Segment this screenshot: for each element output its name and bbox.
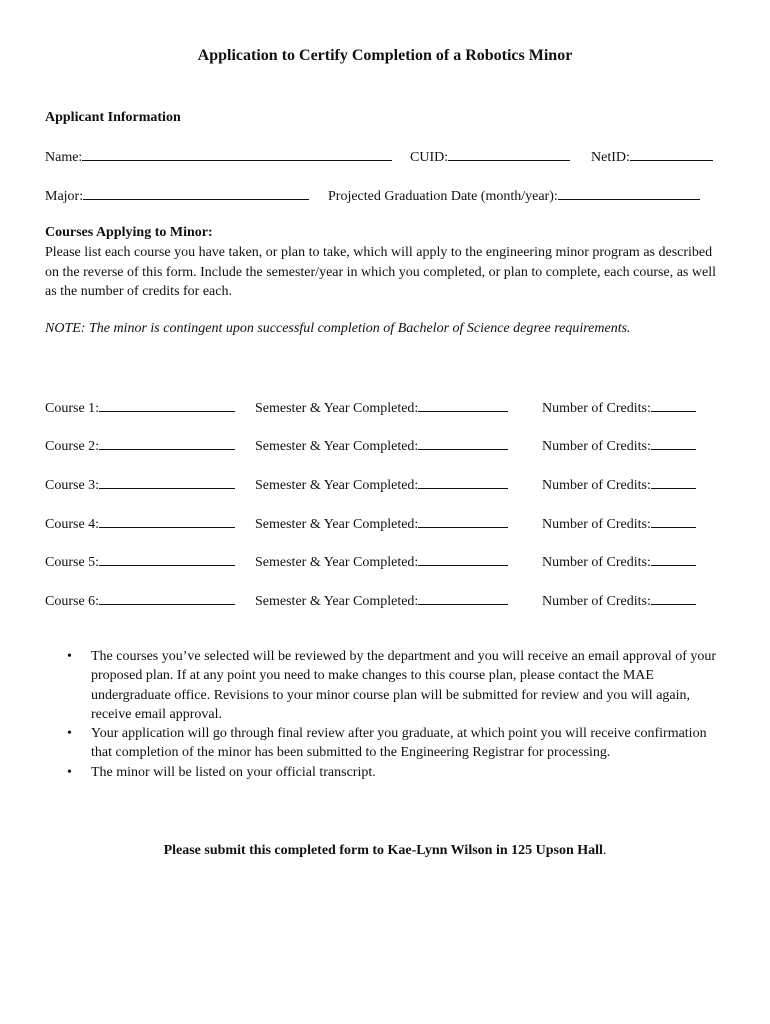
semester-field[interactable] bbox=[255, 436, 508, 455]
course-label: Course 1: bbox=[45, 401, 100, 416]
semester-label: Semester & Year Completed: bbox=[255, 439, 419, 454]
credits-blank[interactable] bbox=[651, 398, 696, 412]
cuid-label: CUID: bbox=[410, 150, 449, 165]
instructions-list bbox=[45, 647, 725, 782]
name-label: Name: bbox=[45, 150, 83, 165]
credits-blank[interactable] bbox=[651, 591, 696, 605]
netid-field[interactable] bbox=[591, 147, 713, 166]
submit-instruction bbox=[0, 843, 770, 859]
course-label: Course 4: bbox=[45, 517, 100, 532]
list-item-text: The minor will be listed on your official transcript. bbox=[91, 764, 376, 780]
course-blank[interactable] bbox=[99, 514, 235, 528]
name-blank[interactable] bbox=[82, 147, 392, 161]
page-title: Application to Certify Completion of a Robotics Minor bbox=[197, 47, 573, 64]
credits-label: Number of Credits: bbox=[542, 401, 651, 416]
cuid-blank[interactable] bbox=[448, 147, 570, 161]
list-item bbox=[45, 763, 725, 782]
semester-blank[interactable] bbox=[418, 475, 508, 489]
list-item-text: Your application will go through final review after you graduate, at which point you will receive confirmation that completion of the minor has been submitted to the Engineering Registrar for processing. bbox=[91, 726, 707, 761]
course-row bbox=[45, 514, 745, 534]
semester-label: Semester & Year Completed: bbox=[255, 555, 419, 570]
graduation-date-field[interactable] bbox=[328, 186, 700, 205]
credits-blank[interactable] bbox=[651, 552, 696, 566]
graduation-date-blank[interactable] bbox=[558, 186, 700, 200]
submit-instruction-text: Please submit this completed form to Kae-Lynn Wilson in 125 Upson Hall bbox=[163, 843, 603, 858]
bullet-icon: • bbox=[67, 649, 72, 664]
course-field[interactable] bbox=[45, 436, 235, 455]
credits-field[interactable] bbox=[542, 514, 696, 533]
netid-blank[interactable] bbox=[630, 147, 713, 161]
credits-field[interactable] bbox=[542, 436, 696, 455]
semester-label: Semester & Year Completed: bbox=[255, 401, 419, 416]
semester-label: Semester & Year Completed: bbox=[255, 594, 419, 609]
name-field[interactable] bbox=[45, 147, 392, 166]
list-item bbox=[45, 724, 725, 763]
course-blank[interactable] bbox=[99, 475, 235, 489]
semester-field[interactable] bbox=[255, 475, 508, 494]
applicant-info-heading: Applicant Information bbox=[45, 110, 181, 125]
course-label: Course 5: bbox=[45, 555, 100, 570]
semester-label: Semester & Year Completed: bbox=[255, 478, 419, 493]
semester-blank[interactable] bbox=[418, 436, 508, 450]
course-row bbox=[45, 552, 745, 572]
credits-blank[interactable] bbox=[651, 475, 696, 489]
credits-field[interactable] bbox=[542, 552, 696, 571]
course-field[interactable] bbox=[45, 514, 235, 533]
netid-label: NetID: bbox=[591, 150, 630, 165]
semester-blank[interactable] bbox=[418, 514, 508, 528]
course-label: Course 2: bbox=[45, 439, 100, 454]
semester-field[interactable] bbox=[255, 591, 508, 610]
course-row bbox=[45, 475, 745, 495]
course-blank[interactable] bbox=[99, 398, 235, 412]
course-label: Course 3: bbox=[45, 478, 100, 493]
course-field[interactable] bbox=[45, 475, 235, 494]
credits-label: Number of Credits: bbox=[542, 439, 651, 454]
credits-field[interactable] bbox=[542, 398, 696, 417]
course-blank[interactable] bbox=[99, 436, 235, 450]
major-field[interactable] bbox=[45, 186, 309, 205]
credits-label: Number of Credits: bbox=[542, 594, 651, 609]
course-row bbox=[45, 591, 745, 611]
course-blank[interactable] bbox=[99, 591, 235, 605]
cuid-field[interactable] bbox=[410, 147, 570, 166]
semester-field[interactable] bbox=[255, 398, 508, 417]
semester-label: Semester & Year Completed: bbox=[255, 517, 419, 532]
course-label: Course 6: bbox=[45, 594, 100, 609]
course-field[interactable] bbox=[45, 591, 235, 610]
course-blank[interactable] bbox=[99, 552, 235, 566]
bullet-icon: • bbox=[67, 764, 72, 780]
credits-label: Number of Credits: bbox=[542, 478, 651, 493]
course-field[interactable] bbox=[45, 398, 235, 417]
major-blank[interactable] bbox=[83, 186, 309, 200]
course-field[interactable] bbox=[45, 552, 235, 571]
semester-blank[interactable] bbox=[418, 398, 508, 412]
list-item-text: The courses you’ve selected will be reviewed by the department and you will receive an email approval of your proposed plan. If at any point you need to make changes to this course plan, please contact the MAE undergraduate office. Revisions to your minor course plan will be submitted for review and you will again, receive email approval. bbox=[91, 649, 717, 722]
major-label: Major: bbox=[45, 189, 84, 204]
credits-blank[interactable] bbox=[651, 436, 696, 450]
credits-field[interactable] bbox=[542, 475, 696, 494]
course-row bbox=[45, 398, 745, 418]
graduation-date-label: Projected Graduation Date (month/year): bbox=[328, 189, 558, 204]
semester-blank[interactable] bbox=[418, 591, 508, 605]
minor-note: NOTE: The minor is contingent upon successful completion of Bachelor of Science degree requirements. bbox=[45, 321, 631, 336]
semester-blank[interactable] bbox=[418, 552, 508, 566]
credits-label: Number of Credits: bbox=[542, 555, 651, 570]
bullet-icon: • bbox=[67, 726, 72, 742]
courses-heading: Courses Applying to Minor: bbox=[45, 225, 213, 240]
semester-field[interactable] bbox=[255, 552, 508, 571]
courses-instructions: Please list each course you have taken, or plan to take, which will apply to the engineering minor program as described on the reverse of this form. Include the semester/year in which you completed, or plan to complete, each course, as well as the number of credits for each. bbox=[45, 245, 716, 299]
credits-blank[interactable] bbox=[651, 514, 696, 528]
credits-label: Number of Credits: bbox=[542, 517, 651, 532]
submit-instruction-period: . bbox=[602, 843, 607, 858]
list-item bbox=[45, 647, 725, 724]
course-row bbox=[45, 436, 745, 456]
credits-field[interactable] bbox=[542, 591, 696, 610]
semester-field[interactable] bbox=[255, 514, 508, 533]
